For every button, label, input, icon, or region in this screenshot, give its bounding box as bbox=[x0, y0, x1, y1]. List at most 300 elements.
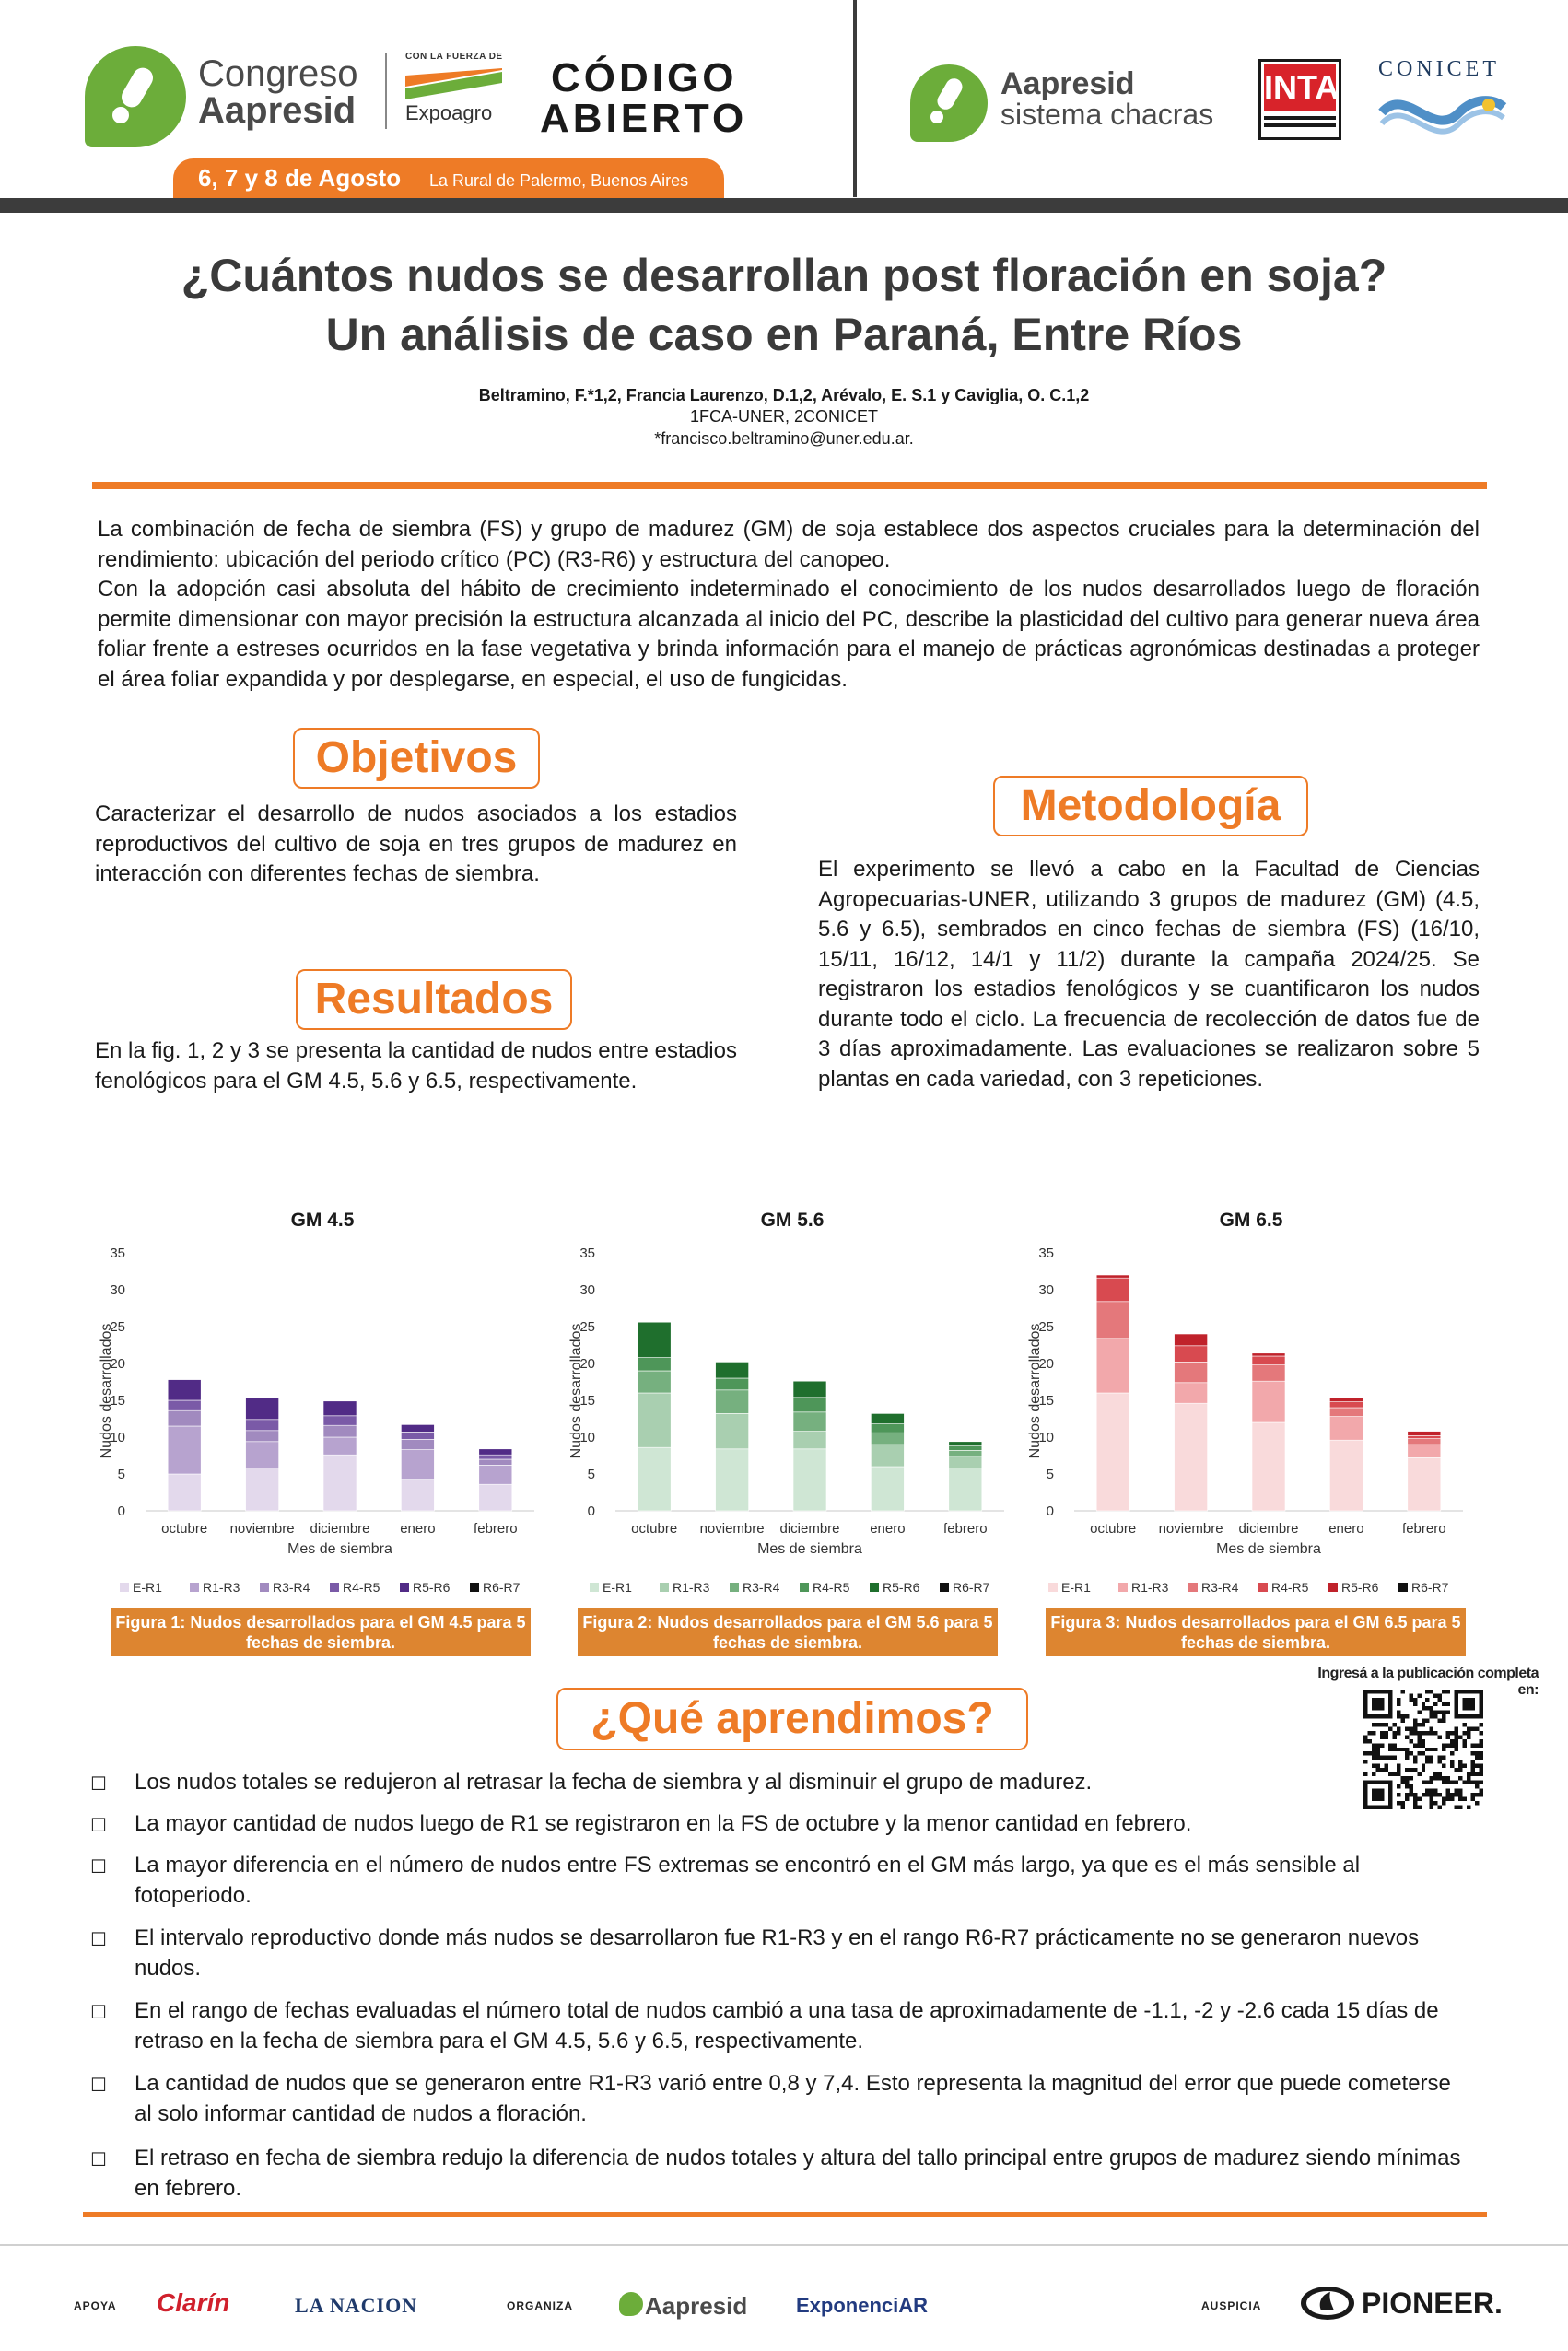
bar-segment bbox=[168, 1400, 201, 1410]
qr-module bbox=[1442, 1743, 1445, 1747]
legend-label: R3-R4 bbox=[273, 1580, 310, 1595]
qr-module bbox=[1422, 1723, 1425, 1726]
bar-segment bbox=[1329, 1408, 1363, 1417]
chart-title-gm45: GM 4.5 bbox=[290, 1210, 355, 1231]
qr-module bbox=[1375, 1723, 1379, 1726]
qr-module bbox=[1413, 1760, 1417, 1763]
y-tick-label: 25 bbox=[110, 1319, 125, 1335]
exponenciar-logo: ExponenciAR bbox=[796, 2294, 929, 2317]
qr-module bbox=[1455, 1731, 1458, 1735]
qr-module bbox=[1475, 1756, 1479, 1760]
qr-module bbox=[1433, 1731, 1437, 1735]
qr-module bbox=[1409, 1739, 1412, 1743]
qr-module bbox=[1413, 1723, 1417, 1726]
x-axis-label: Mes de siembra bbox=[757, 1541, 862, 1557]
bar-segment bbox=[1252, 1356, 1285, 1365]
qr-module bbox=[1413, 1718, 1417, 1722]
con-la-fuerza-label: CON LA FUERZA DE bbox=[405, 52, 503, 62]
qr-module bbox=[1405, 1756, 1409, 1760]
bar-segment bbox=[323, 1455, 357, 1511]
qr-module bbox=[1450, 1743, 1454, 1747]
qr-module bbox=[1417, 1710, 1421, 1714]
y-tick-label: 35 bbox=[1038, 1246, 1054, 1261]
checkbox-icon: ☐ bbox=[90, 1814, 107, 1836]
y-tick-label: 25 bbox=[579, 1319, 595, 1335]
bar-segment bbox=[246, 1420, 279, 1431]
bar-segment bbox=[1408, 1432, 1441, 1436]
legend-swatch bbox=[1118, 1583, 1128, 1592]
bar-segment bbox=[479, 1459, 512, 1465]
bar-segment bbox=[638, 1358, 671, 1371]
x-tick-label: enero bbox=[1328, 1521, 1364, 1537]
qr-module bbox=[1430, 1714, 1433, 1718]
qr-module bbox=[1463, 1797, 1467, 1801]
y-tick-label: 20 bbox=[579, 1356, 595, 1372]
qr-module bbox=[1442, 1714, 1445, 1718]
qr-module bbox=[1480, 1743, 1483, 1747]
x-axis-label: Mes de siembra bbox=[1216, 1541, 1321, 1557]
legend-swatch bbox=[1328, 1583, 1338, 1592]
bar-segment bbox=[168, 1380, 201, 1400]
learning-text: La mayor cantidad de nudos luego de R1 se registraron en la FS de octubre y la menor cantidad en febrero. bbox=[135, 1811, 1192, 1836]
list-item bbox=[90, 2068, 1461, 2129]
y-tick-label: 15 bbox=[110, 1393, 125, 1409]
qr-module bbox=[1422, 1739, 1425, 1743]
qr-module bbox=[1422, 1718, 1425, 1722]
qr-module bbox=[1397, 1702, 1400, 1705]
qr-module bbox=[1430, 1726, 1433, 1730]
qr-module bbox=[1425, 1718, 1429, 1722]
qr-module bbox=[1442, 1748, 1445, 1751]
qr-module bbox=[1417, 1739, 1421, 1743]
bar-segment bbox=[479, 1455, 512, 1459]
legend-label: R5-R6 bbox=[883, 1580, 920, 1595]
bar-segment bbox=[323, 1416, 357, 1425]
bar-segment bbox=[793, 1398, 826, 1412]
qr-module bbox=[1442, 1797, 1445, 1801]
qr-module bbox=[1405, 1735, 1409, 1738]
congreso-logo-text: Congreso bbox=[198, 53, 358, 94]
bar-segment bbox=[323, 1401, 357, 1416]
legend-label: R1-R3 bbox=[1131, 1580, 1169, 1595]
qr-module bbox=[1471, 1797, 1475, 1801]
qr-module bbox=[1467, 1781, 1470, 1784]
qr-module bbox=[1438, 1760, 1442, 1763]
qr-module bbox=[1425, 1731, 1429, 1735]
legend-label: R5-R6 bbox=[1341, 1580, 1379, 1595]
chart-title-gm56: GM 5.6 bbox=[760, 1210, 825, 1231]
qr-module bbox=[1397, 1710, 1400, 1714]
bar-segment bbox=[168, 1410, 201, 1426]
y-tick-label: 30 bbox=[579, 1282, 595, 1298]
metodologia-heading: Metodología bbox=[993, 776, 1308, 836]
y-axis-label: Nudos desarrollados bbox=[1027, 1323, 1043, 1459]
legend-label: R6-R7 bbox=[953, 1580, 990, 1595]
qr-module bbox=[1405, 1726, 1409, 1730]
qr-module bbox=[1400, 1748, 1404, 1751]
qr-module bbox=[1480, 1764, 1483, 1768]
pioneer-logo-icon bbox=[1299, 2285, 1356, 2322]
resultados-heading: Resultados bbox=[296, 969, 572, 1030]
qr-module bbox=[1475, 1751, 1479, 1755]
bar-segment bbox=[949, 1456, 982, 1468]
y-tick-label: 20 bbox=[1038, 1356, 1054, 1372]
qr-module bbox=[1442, 1702, 1445, 1705]
footer-organiza-label: ORGANIZA bbox=[507, 2299, 573, 2312]
legend-label: R5-R6 bbox=[413, 1580, 451, 1595]
qr-module bbox=[1438, 1693, 1442, 1697]
qr-module bbox=[1433, 1702, 1437, 1705]
qr-module bbox=[1413, 1756, 1417, 1760]
qr-module bbox=[1413, 1797, 1417, 1801]
qr-module bbox=[1438, 1710, 1442, 1714]
bar-segment bbox=[949, 1468, 982, 1511]
resultados-text: En la fig. 1, 2 y 3 se presenta la cantidad de nudos entre estadios fenológicos para el GM 4.5, 5.6 y 6.5, respectivamente. bbox=[95, 1038, 737, 1094]
qr-module bbox=[1392, 1723, 1396, 1726]
qr-module bbox=[1446, 1731, 1450, 1735]
figure-1-caption: Figura 1: Nudos desarrollados para el GM 4.5 para 5 fechas de siembra. bbox=[111, 1608, 531, 1656]
qr-module bbox=[1405, 1797, 1409, 1801]
legend-swatch bbox=[730, 1583, 739, 1592]
qr-module bbox=[1392, 1756, 1396, 1760]
qr-module bbox=[1463, 1781, 1467, 1784]
aapresid-footer-logo: Aapresid bbox=[645, 2292, 748, 2320]
list-item bbox=[90, 2143, 1461, 2204]
qr-module bbox=[1380, 1731, 1384, 1735]
bar-segment bbox=[793, 1412, 826, 1432]
bar-segment bbox=[716, 1378, 749, 1390]
inta-logo: INTA bbox=[1264, 64, 1336, 111]
qr-module bbox=[1397, 1698, 1400, 1702]
y-tick-label: 0 bbox=[117, 1503, 125, 1519]
qr-module bbox=[1417, 1735, 1421, 1738]
legend-label: R6-R7 bbox=[483, 1580, 521, 1595]
learning-text: Los nudos totales se redujeron al retrasar la fecha de siembra y al disminuir el grupo de madurez. bbox=[135, 1770, 1093, 1795]
bar-segment bbox=[323, 1437, 357, 1455]
qr-module bbox=[1413, 1702, 1417, 1705]
x-axis-label: Mes de siembra bbox=[287, 1541, 392, 1557]
qr-module bbox=[1392, 1743, 1396, 1747]
legend-swatch bbox=[660, 1583, 669, 1592]
y-tick-label: 30 bbox=[110, 1282, 125, 1298]
y-axis-label: Nudos desarrollados bbox=[568, 1323, 584, 1459]
bar-segment bbox=[1096, 1302, 1129, 1339]
bar-segment bbox=[716, 1413, 749, 1448]
x-tick-label: octubre bbox=[161, 1521, 208, 1537]
bar-segment bbox=[1408, 1439, 1441, 1445]
chart-gm56 bbox=[562, 1234, 1023, 1603]
y-tick-label: 0 bbox=[1046, 1503, 1054, 1519]
bar-segment bbox=[949, 1442, 982, 1446]
qr-module bbox=[1417, 1723, 1421, 1726]
bar-segment bbox=[168, 1426, 201, 1474]
qr-module bbox=[1471, 1764, 1475, 1768]
bar-segment bbox=[246, 1431, 279, 1442]
bar-segment bbox=[479, 1449, 512, 1455]
y-tick-label: 30 bbox=[1038, 1282, 1054, 1298]
legend-swatch bbox=[260, 1583, 269, 1592]
authors: Beltramino, F.*1,2, Francia Laurenzo, D.1,2, Arévalo, E. S.1 y Caviglia, O. C.1,2 bbox=[478, 386, 1090, 404]
bar-segment bbox=[323, 1425, 357, 1437]
qr-module bbox=[1388, 1726, 1392, 1730]
x-tick-label: febrero bbox=[943, 1521, 988, 1537]
expoagro-logo-text: Expoagro bbox=[405, 101, 493, 124]
bar-segment bbox=[1096, 1393, 1129, 1511]
x-tick-label: febrero bbox=[1402, 1521, 1446, 1537]
sistema-chacras-text: sistema chacras bbox=[1000, 98, 1214, 131]
objetivos-heading: Objetivos bbox=[293, 728, 540, 789]
qr-module bbox=[1400, 1690, 1404, 1693]
qr-module bbox=[1480, 1768, 1483, 1772]
qr-module bbox=[1471, 1726, 1475, 1730]
legend-swatch bbox=[1258, 1583, 1268, 1592]
legend-swatch bbox=[190, 1583, 199, 1592]
bar-segment bbox=[479, 1465, 512, 1484]
bar-segment bbox=[168, 1474, 201, 1511]
qr-module bbox=[1430, 1797, 1433, 1801]
qr-module bbox=[1372, 1723, 1375, 1726]
bar-segment bbox=[1408, 1435, 1441, 1438]
qr-module bbox=[1438, 1756, 1442, 1760]
bar-segment bbox=[1252, 1381, 1285, 1422]
y-tick-label: 35 bbox=[579, 1246, 595, 1261]
bar-segment bbox=[1096, 1278, 1129, 1302]
qr-module bbox=[1455, 1748, 1458, 1751]
checkbox-icon: ☐ bbox=[90, 1772, 107, 1795]
legend-label: E-R1 bbox=[603, 1580, 632, 1595]
qr-module bbox=[1409, 1726, 1412, 1730]
qr-module bbox=[1442, 1756, 1445, 1760]
qr-module bbox=[1463, 1743, 1467, 1747]
qr-module bbox=[1372, 1756, 1375, 1760]
qr-module bbox=[1475, 1772, 1479, 1776]
legend-swatch bbox=[1398, 1583, 1408, 1592]
legend-swatch bbox=[940, 1583, 949, 1592]
legend-label: R4-R5 bbox=[813, 1580, 850, 1595]
qr-module bbox=[1475, 1793, 1479, 1796]
bar-segment bbox=[1252, 1422, 1285, 1511]
qr-module bbox=[1471, 1768, 1475, 1772]
qr-module bbox=[1463, 1739, 1467, 1743]
event-date: 6, 7 y 8 de Agosto bbox=[198, 164, 402, 192]
qr-module bbox=[1430, 1756, 1433, 1760]
bar-segment bbox=[1096, 1275, 1129, 1278]
la-nacion-logo: LA NACION bbox=[295, 2294, 418, 2317]
figure-3-caption: Figura 3: Nudos desarrollados para el GM 6.5 para 5 fechas de siembra. bbox=[1046, 1608, 1466, 1656]
qr-note: Ingresá a la publicación completa en: bbox=[1317, 1666, 1539, 1698]
qr-module bbox=[1433, 1710, 1437, 1714]
legend-label: R6-R7 bbox=[1411, 1580, 1449, 1595]
contact-email[interactable]: *francisco.beltramino@uner.edu.ar. bbox=[654, 429, 914, 448]
legend-label: R4-R5 bbox=[343, 1580, 380, 1595]
qr-module bbox=[1405, 1714, 1409, 1718]
bar-segment bbox=[1175, 1362, 1208, 1382]
qr-module bbox=[1372, 1743, 1375, 1747]
affiliations: 1FCA-UNER, 2CONICET bbox=[689, 407, 879, 426]
qr-module bbox=[1413, 1801, 1417, 1805]
y-axis-label: Nudos desarrollados bbox=[99, 1323, 114, 1459]
y-tick-label: 15 bbox=[579, 1393, 595, 1409]
learning-text: El intervalo reproductivo donde más nudos se desarrollaron fue R1-R3 y en el rango R6-R7 prácticamente no se generaron nuevos nudos. bbox=[135, 1925, 1420, 1981]
header-vertical-divider bbox=[853, 0, 857, 197]
qr-module bbox=[1409, 1731, 1412, 1735]
bar-segment bbox=[1252, 1353, 1285, 1356]
x-tick-label: febrero bbox=[474, 1521, 518, 1537]
qr-module bbox=[1475, 1764, 1479, 1768]
list-item bbox=[90, 1767, 1461, 1797]
x-tick-label: diciembre bbox=[1238, 1521, 1299, 1537]
qr-module bbox=[1417, 1797, 1421, 1801]
y-tick-label: 0 bbox=[587, 1503, 595, 1519]
qr-module bbox=[1480, 1739, 1483, 1743]
qr-module bbox=[1372, 1748, 1375, 1751]
qr-module bbox=[1417, 1693, 1421, 1697]
header-separator bbox=[385, 53, 387, 129]
list-item bbox=[90, 1995, 1461, 2056]
qr-module bbox=[1467, 1776, 1470, 1780]
bar-segment bbox=[871, 1413, 904, 1423]
y-tick-label: 25 bbox=[1038, 1319, 1054, 1335]
qr-module bbox=[1367, 1751, 1371, 1755]
qr-module bbox=[1409, 1693, 1412, 1697]
bar-segment bbox=[401, 1424, 434, 1432]
qr-module bbox=[1463, 1731, 1467, 1735]
bar-segment bbox=[401, 1450, 434, 1480]
y-tick-label: 5 bbox=[587, 1467, 595, 1482]
qr-module bbox=[1471, 1772, 1475, 1776]
qr-module bbox=[1392, 1748, 1396, 1751]
qr-module bbox=[1397, 1726, 1400, 1730]
checkbox-icon: ☐ bbox=[90, 1928, 107, 1950]
x-tick-label: noviembre bbox=[699, 1521, 765, 1537]
bar-segment bbox=[1408, 1457, 1441, 1511]
title-underline bbox=[92, 482, 1487, 489]
bar-segment bbox=[1096, 1339, 1129, 1393]
qr-module bbox=[1480, 1731, 1483, 1735]
qr-module bbox=[1388, 1743, 1392, 1747]
bar-segment bbox=[1329, 1402, 1363, 1408]
chart-gm45 bbox=[92, 1234, 553, 1603]
qr-module bbox=[1425, 1760, 1429, 1763]
legend-swatch bbox=[800, 1583, 809, 1592]
qr-module bbox=[1384, 1735, 1387, 1738]
checkbox-icon: ☐ bbox=[90, 2001, 107, 2023]
qr-module bbox=[1467, 1726, 1470, 1730]
header-bottom-bar bbox=[0, 198, 1568, 213]
qr-module bbox=[1417, 1731, 1421, 1735]
qr-module bbox=[1409, 1698, 1412, 1702]
chart-title-gm65: GM 6.5 bbox=[1219, 1210, 1283, 1231]
qr-module bbox=[1446, 1690, 1450, 1693]
qr-module bbox=[1480, 1751, 1483, 1755]
conicet-logo-icon bbox=[1378, 87, 1507, 138]
legend-swatch bbox=[590, 1583, 599, 1592]
qr-module bbox=[1480, 1756, 1483, 1760]
aprendimos-heading: ¿Qué aprendimos? bbox=[556, 1688, 1028, 1750]
qr-module bbox=[1388, 1756, 1392, 1760]
aapresid-chacras-logo-icon bbox=[910, 64, 988, 142]
qr-module bbox=[1384, 1723, 1387, 1726]
checkbox-icon: ☐ bbox=[90, 1855, 107, 1877]
qr-module bbox=[1422, 1751, 1425, 1755]
qr-module bbox=[1392, 1735, 1396, 1738]
qr-module bbox=[1471, 1781, 1475, 1784]
qr-module bbox=[1375, 1748, 1379, 1751]
qr-module bbox=[1455, 1735, 1458, 1738]
clarin-logo: Clarín bbox=[157, 2288, 230, 2317]
aapresid-footer-logo-icon bbox=[619, 2292, 643, 2316]
legend-swatch bbox=[470, 1583, 479, 1592]
bar-segment bbox=[716, 1449, 749, 1511]
y-tick-label: 10 bbox=[110, 1430, 125, 1445]
footer-apoya-label: APOYA bbox=[74, 2299, 117, 2312]
aapresid-text: Aapresid bbox=[1000, 66, 1135, 101]
qr-module bbox=[1400, 1714, 1404, 1718]
bar-segment bbox=[246, 1398, 279, 1420]
qr-module bbox=[1480, 1789, 1483, 1793]
qr-module bbox=[1367, 1731, 1371, 1735]
qr-finder-core bbox=[1372, 1698, 1384, 1710]
qr-module bbox=[1467, 1731, 1470, 1735]
list-item bbox=[90, 1923, 1461, 1983]
bar-segment bbox=[871, 1445, 904, 1467]
qr-module bbox=[1388, 1748, 1392, 1751]
qr-module bbox=[1375, 1743, 1379, 1747]
learning-text: En el rango de fechas evaluadas el número total de nudos cambió a una tasa de aproximadamente de -1.1, -2 y -2.6 cada 15 días de retraso en la fecha de siembra para el GM 4.5, 5.6 y 6.5, respectivamente. bbox=[135, 1998, 1439, 2053]
qr-module bbox=[1363, 1739, 1367, 1743]
qr-module bbox=[1405, 1748, 1409, 1751]
legend-swatch bbox=[870, 1583, 879, 1592]
qr-module bbox=[1363, 1760, 1367, 1763]
qr-module bbox=[1433, 1801, 1437, 1805]
intro-paragraph-1: La combinación de fecha de siembra (FS) y grupo de madurez (GM) de soja establece dos aspectos cruciales para la determinación del rendimiento: ubicación del periodo crítico (PC) (R3-R6) y estructura del canopeo. bbox=[98, 517, 1480, 572]
list-item bbox=[90, 1808, 1461, 1839]
bar-segment bbox=[1175, 1383, 1208, 1403]
qr-module bbox=[1450, 1731, 1454, 1735]
qr-module bbox=[1425, 1706, 1429, 1710]
qr-module bbox=[1458, 1797, 1462, 1801]
bar-segment bbox=[638, 1322, 671, 1357]
legend-swatch bbox=[330, 1583, 339, 1592]
bar-segment bbox=[638, 1393, 671, 1447]
qr-module bbox=[1417, 1743, 1421, 1747]
qr-module bbox=[1433, 1714, 1437, 1718]
qr-module bbox=[1409, 1751, 1412, 1755]
bar-segment bbox=[1329, 1417, 1363, 1441]
qr-module bbox=[1438, 1718, 1442, 1722]
learning-text: La mayor diferencia en el número de nudos entre FS extremas se encontró en el GM más largo, ya que es el más sensible al fotoperiodo. bbox=[135, 1853, 1361, 1908]
metodologia-text: El experimento se llevó a cabo en la Facultad de Ciencias Agropecuarias-UNER, utilizando 3 grupos de madurez (GM) (4.5, 5.6 y 6.5), sembrados en cinco fechas de siembra (FS) (16/10, 15/11, 16/12, 14/1 y 11/2) durante la campaña 2024/25. Se registraron los estadios fenológicos y se cuantificaron los nudos durante todo el ciclo. La frecuencia de recolección de datos fue de 3 días aproximadamente. Las evaluaciones se realizaron sobre 5 plantas en cada variedad, con 3 repeticiones. bbox=[818, 857, 1480, 1092]
qr-module bbox=[1446, 1702, 1450, 1705]
qr-module bbox=[1450, 1760, 1454, 1763]
qr-module bbox=[1463, 1723, 1467, 1726]
footer-divider bbox=[0, 2244, 1568, 2246]
bar-segment bbox=[401, 1432, 434, 1439]
x-tick-label: diciembre bbox=[779, 1521, 840, 1537]
bar-segment bbox=[638, 1447, 671, 1511]
qr-module bbox=[1397, 1731, 1400, 1735]
qr-module bbox=[1455, 1743, 1458, 1747]
x-tick-label: noviembre bbox=[229, 1521, 295, 1537]
qr-module bbox=[1430, 1760, 1433, 1763]
qr-module bbox=[1471, 1760, 1475, 1763]
qr-module bbox=[1475, 1781, 1479, 1784]
y-tick-label: 5 bbox=[1046, 1467, 1054, 1482]
qr-module bbox=[1384, 1756, 1387, 1760]
qr-module bbox=[1380, 1743, 1384, 1747]
qr-module bbox=[1455, 1726, 1458, 1730]
inta-logo-base-icon bbox=[1264, 112, 1336, 133]
